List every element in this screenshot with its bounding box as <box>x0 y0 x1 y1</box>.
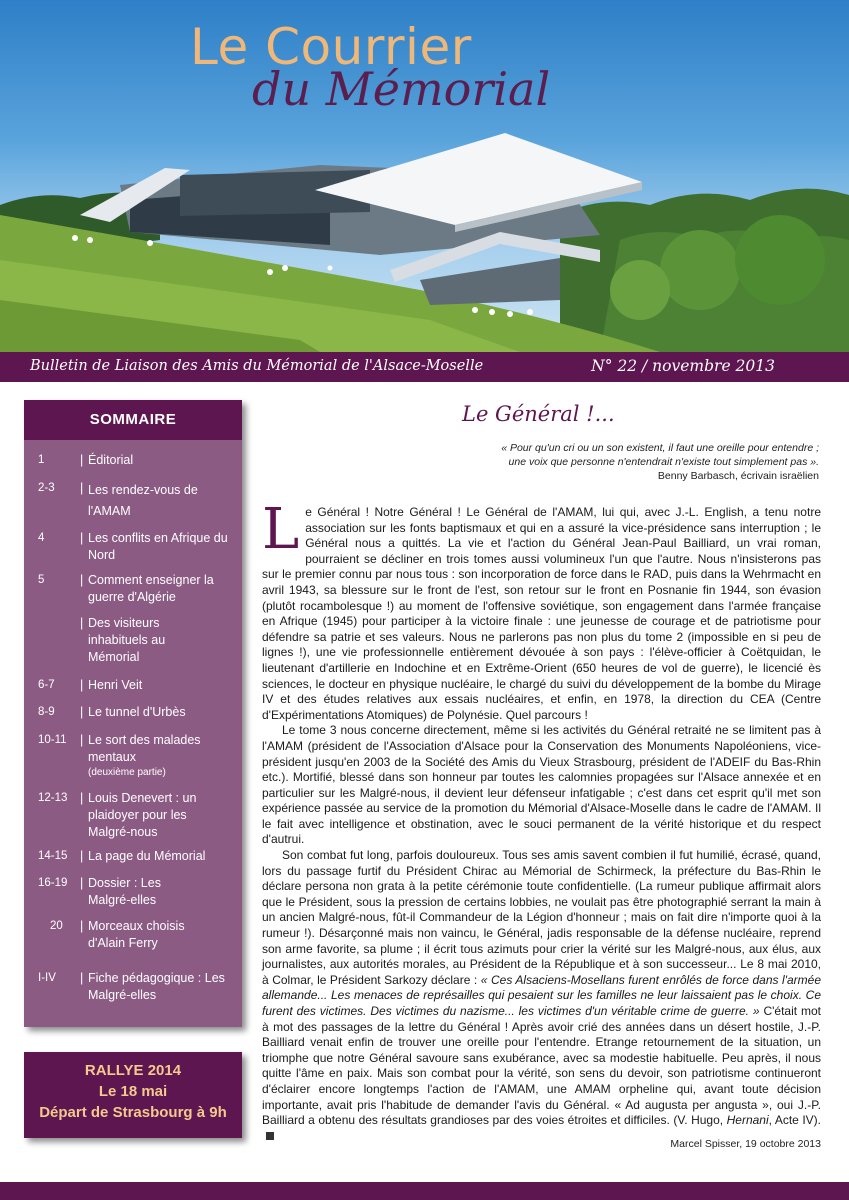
drop-cap: L <box>262 497 300 562</box>
toc-page-number: 1 <box>38 454 45 466</box>
article-paragraph <box>262 723 821 848</box>
toc-title: Morceaux choisis d'Alain Ferry <box>88 919 185 950</box>
toc-subtitle: (deuxième partie) <box>88 767 166 778</box>
work-title: Hernani <box>726 1113 769 1128</box>
toc-page-number: 6-7 <box>38 679 55 691</box>
toc-title: Louis Denevert : un plaidoyer pour les Malgré-nous <box>88 791 197 839</box>
epigraph-line-2: une voix que personne n'entendrait n'existe tout simplement pas ». <box>508 456 819 468</box>
article-title: Le Général !... <box>462 402 615 426</box>
toc-separator: | <box>80 678 84 692</box>
toc-separator: | <box>80 705 84 719</box>
masthead-subtitle-script: du Mémorial <box>252 62 551 116</box>
toc-separator: | <box>80 453 84 467</box>
epigraph <box>379 441 819 483</box>
toc-title: Éditorial <box>88 453 134 467</box>
toc-page-number: 2-3 <box>38 482 55 494</box>
rallye-date: Le 18 mai <box>98 1083 168 1100</box>
toc-separator: | <box>80 616 84 630</box>
paragraph-text: , Acte IV). <box>768 1113 821 1128</box>
table-of-contents <box>24 400 242 1027</box>
cover-photo <box>0 0 849 352</box>
article-signature: Marcel Spisser, 19 octobre 2013 <box>670 1138 821 1150</box>
rallye-departure: Départ de Strasbourg à 9h <box>39 1104 227 1121</box>
toc-separator: | <box>80 481 84 495</box>
bulletin-band <box>0 352 849 382</box>
toc-title <box>88 732 208 779</box>
article-paragraph <box>262 497 821 723</box>
toc-separator: | <box>80 919 84 933</box>
toc-title: Comment enseigner la guerre d'Algérie <box>88 573 214 604</box>
article-paragraph <box>262 848 821 1144</box>
epigraph-author: Benny Barbasch, écrivain israëlien <box>657 470 819 482</box>
toc-title-text: Le sort des malades mentaux <box>88 733 201 764</box>
toc-title: Fiche pédagogique : Les Malgré-elles <box>88 971 225 1002</box>
toc-page-number: 5 <box>38 574 45 586</box>
toc-page-number: 20 <box>50 920 63 932</box>
toc-separator: | <box>80 573 84 587</box>
toc-title: Henri Veit <box>88 678 143 692</box>
masthead-title: Le Courrier <box>190 18 472 76</box>
paragraph-text: Son combat fut long, parfois douloureux. Tous ses amis savent combien il fut humilié, écrasé, quand, lors du passage furtif du Président Chirac au Mémorial de Schirmeck, la préfecture du Bas-Rhin le déclare persona non grata à la petite cérémonie toute confidentielle. (La rumeur publique affirmait alors que le Président, sous la pression de certains lobbies, ne voulait pas être photographié serrant la main à un ancien Malgré-nous, fût-il Commandeur de la Légion d'honneur ; mais on fait dire n'importe quoi à la rumeur !). Désarçonné mais non vaincu, le Général, jadis responsable de la défense nucléaire, reprend son arme favorite, sa plume ; il écrit tous azimuts pour crier la vérité sur les Malgré-nous, aux élus, aux journalistes, aux autorités morales, au Président de la République et à son successeur... Le 8 mai 2010, à Colmar, le Président Sarkozy déclare : <box>262 848 821 987</box>
toc-separator: | <box>80 849 84 863</box>
toc-separator: | <box>80 791 84 805</box>
toc-page-number: 8-9 <box>38 706 55 718</box>
end-mark-icon <box>266 1132 274 1140</box>
rallye-announcement <box>24 1052 242 1138</box>
toc-title: Les conflits en Afrique du Nord <box>88 531 228 562</box>
bulletin-subtitle: Bulletin de Liaison des Amis du Mémorial de l'Alsace-Moselle <box>30 358 484 374</box>
toc-page-number: 12-13 <box>38 792 68 804</box>
toc-page-number: 10-11 <box>38 734 67 746</box>
paragraph-text: C'était mot à mot des passages de la lettre du Général ! Après avoir crié des années dans un désert hostile, J.-P. Bailliard venait enfin de trouver une oreille pour l'entendre. Etrange retournement de la situation, un triomphe que notre Général savoure sans exubérance, avec sa modestie habituelle. Peu après, il nous quitte l'âme en paix. Mais son combat pour la vérité, son sens du devoir, son patriotisme continueront d'éclairer encore longtemps l'action de l'AMAM, une AMAM orpheline qui, avant toute décision importante, avait pris l'habitude de demander l'avis du Général. « Ad augusta per angusta », oui J.-P. Bailliard a obtenu des résultats grandioses par des voies étroites et difficiles. (V. Hugo, <box>262 1004 821 1128</box>
toc-separator: | <box>80 733 84 747</box>
sarkozy-quote: « Ces Alsaciens-Mosellans furent enrôlés de force dans l'armée allemande... Les menaces de représailles qui pesaient sur les familles ne leur laissaient pas le choix. Ce furent des victimes. Des victimes du nazisme... les victimes d'un véritable crime de guerre. » <box>262 972 821 1018</box>
footer-band <box>0 1182 849 1200</box>
toc-title: Les rendez-vous de l'AMAM <box>88 483 198 518</box>
toc-page-number: 16-19 <box>38 877 68 889</box>
toc-title: Dossier : Les Malgré-elles <box>88 876 161 907</box>
toc-title: Des visiteurs inhabituels au Mémorial <box>88 616 166 664</box>
issue-number: N° 22 / novembre 2013 <box>591 357 775 375</box>
toc-heading: SOMMAIRE <box>24 400 242 440</box>
rallye-title: RALLYE 2014 <box>84 1062 182 1079</box>
toc-separator: | <box>80 531 84 545</box>
paragraph-text: e Général ! Notre Général ! Le Général de l'AMAM, lui qui, avec J.-L. English, a tenu notre association sur les fonts baptismaux et qui en a assuré la vice-présidence sans interruption ; le Général nous a quittés. La vie et l'action du Général Jean-Paul Bailliard, un vrai roman, pourraient se décliner en trois tomes aussi volumineux l'un que l'autre. Nous n'insisterons pas sur le premier connu par nous tous : son incorporation de force dans le RAD, puis dans la Wehrmacht en avril 1943, sa blessure sur le front de l'est, son retour sur le front en Posnanie fin 1944, son évasion (plutôt rocambolesque !) au moment de l'offensive soviétique, son engagement dans l'armée française en Afrique (1945) pour participer à la victoire finale : une jeunesse de courage et de patriotisme pour défendre sa patrie et ses valeurs. Nous ne parlerons pas non plus du tome 2 (impossible en si peu de lignes !), une vie professionnelle entièrement dévouée à son pays : l'élève-officier à Coëtquidan, le lieutenant d'artillerie en Indochine et en Extrême-Orient (650 heures de vol de guerre), le licencié ès sciences, le docteur en physique nucléaire, le chargé du suivi du développement de la bombe du Mirage IV et des études relatives aux essais nucléaires, et enfin, en 1978, la direction du CEA (Centre d'Expérimentations Atomiques) de Polynésie. Quel parcours ! <box>262 505 821 722</box>
toc-separator: | <box>80 971 84 985</box>
article-body <box>262 497 821 1144</box>
toc-title: Le tunnel d'Urbès <box>88 705 186 719</box>
toc-separator: | <box>80 876 84 890</box>
toc-title: La page du Mémorial <box>88 849 206 863</box>
toc-page-number: 4 <box>38 532 45 544</box>
toc-page-number: I-IV <box>38 972 56 984</box>
epigraph-line-1: « Pour qu'un cri ou un son existent, il faut une oreille pour entendre ; <box>501 442 819 454</box>
toc-page-number: 14-15 <box>38 850 68 862</box>
paragraph-text: Le tome 3 nous concerne directement, même si les activités du Général retraité ne se limitent pas à l'AMAM (président de l'Association d'Alsace pour la Conservation des Monuments Napoléoniens, vice-président jusqu'en 2003 de la Société des Amis du Vieux Strasbourg, président de l'ADEIF du Bas-Rhin etc.). Mortifié, blessé dans son honneur par toutes les calomnies propagées sur l'Alsace annexée et en particulier sur les Malgré-nous, il devient leur défenseur infatigable ; c'est dans cet esprit qu'il met son expérience passée au service de la promotion du Mémorial d'Alsace-Moselle dans le cadre de l'AMAM. Il le fait avec intelligence et obstination, avec le souci permanent de la vérité historique et du respect d'autrui. <box>262 723 821 847</box>
